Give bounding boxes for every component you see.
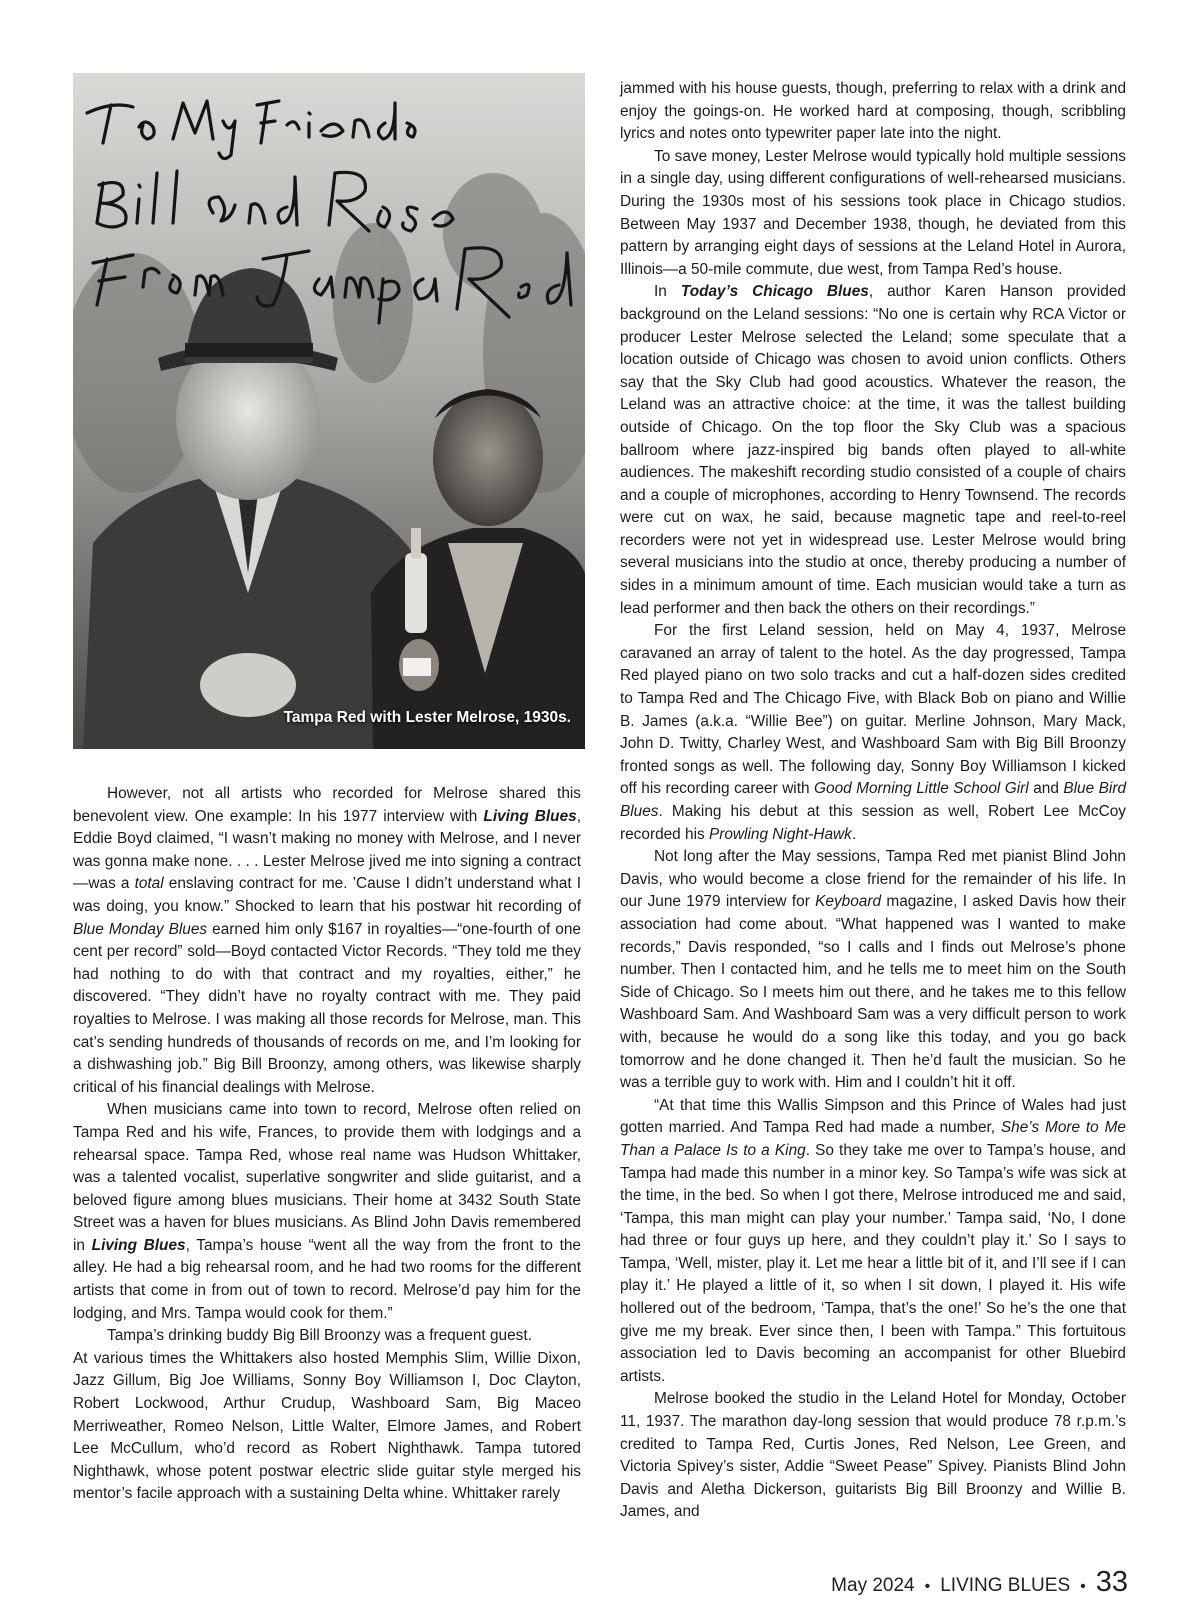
paragraph: “At that time this Wallis Simpson and this Prince of Wales had just gotten married. And Tampa Red had made a number, She’s More to Me Than a Palace Is to a King. So they take me over to Tampa’s house, and Tampa had made this number in a minor key. So Tampa’s wife was sick at the time, in the bed. So when I got there, Melrose introduced me and said, ‘Tampa, this man might can play your number.’ Tampa said, ‘No, I done had three or four guys up here, and they couldn’t play it.’ So I says to Tampa, ‘Well, mister, play it. Let me hear a little bit of it, and I’ll see if I can play it.’ He played a little of it, so when I sit down, I played it. His wife hollered out of the bedroom, ‘Tampa, that’s the one!’ So he’s the one that give me my break. Ever since then, I been with Tampa.” This fortuitous association led to Davis becoming an accompanist for other Bluebird artists. xyxy=(620,1096,1126,1385)
paragraph: For the first Leland session, held on May 4, 1937, Melrose caravaned an array of talent to the hotel. As the day progressed, Tampa Red played piano on two solo tracks and cut a half-dozen sides credited to Tampa Red and The Chicago Five, with Black Bob on piano and Willie B. James (a.k.a. “Willie Bee”) on guitar. Merline Johnson, Mary Mack, John D. Twitty, Charley West, and Washboard Sam with Big Bill Broonzy fronted songs as well. The following day, Sonny Boy Williamson I kicked off his recording career with Good Morning Little School Girl and Blue Bird Blues. Making his debut at this session as well, Robert Lee McCoy recorded his Prowling Night-Hawk. xyxy=(620,622,1127,843)
right-column xyxy=(620,78,1126,1524)
photo-tampa-red-melrose xyxy=(73,73,585,749)
magazine-name: LIVING BLUES xyxy=(940,1575,1071,1596)
page-footer xyxy=(831,1566,1128,1602)
left-column xyxy=(73,783,581,1506)
paragraph: In Today’s Chicago Blues, author Karen Hanson provided background on the Leland sessions: “No one is certain why RCA Victor or producer Lester Melrose selected the Leland; some speculate that a location outside of Chicago was chosen to avoid union conflicts. Others say that the Sky Club had good acoustics. Whatever the reason, the Leland was an attractive choice: at the time, it was the tallest building outside of Chicago. On the top floor the Sky Club was a spacious ballroom where jazz-inspired big bands often played to all-white audiences. The makeshift recording studio consisted of a couple of chairs and a couple of microphones, according to Henry Townsend. The records were cut on wax, he said, because magnetic tape and reel-to-reel recorders were not yet in widespread use. Lester Melrose would bring several musicians into the studio at once, thereby producing a number of sides in a minimum amount of time. Each musician would take a turn as lead performer and then back the others on their recordings.” xyxy=(620,283,1126,617)
separator: • xyxy=(924,1578,931,1595)
issue-date: May 2024 xyxy=(831,1575,915,1596)
paragraph: Not long after the May sessions, Tampa Red met pianist Blind John Davis, who would become a close friend for the remainder of his life. In our June 1979 interview for Keyboard magazine, I asked Davis how their association had come about. “What happened was I wanted to make records,” Davis responded, “so I calls and I finds out Melrose’s phone number. Then I contacted him, and he tells me to meet him on the South Side of Chicago. So I meets him out there, and he takes me to this fellow Washboard Sam. And Washboard Sam was a very difficult person to work with, because he would do a song like this today, and you go back tomorrow and he done changed it. Then he’d fault the musician. So he was a terrible guy to work with. Him and I couldn’t hit it off. xyxy=(620,848,1126,1092)
separator: • xyxy=(1080,1578,1086,1595)
paragraph: However, not all artists who recorded for Melrose shared this benevolent view. One example: In his 1977 interview with Living Blues, Eddie Boyd claimed, “I wasn’t making no money with Melrose, and I never was gonna make none. . . . Lester Melrose jived me into signing a contract—was a total enslaving contract for me. ’Cause I didn’t understand what I was doing, you know.” Shocked to learn that his postwar hit recording of Blue Monday Blues earned him only $167 in royalties—“one-fourth of one cent per record” sold—Boyd contacted Victor Records. “They told me they had nothing to do with that contract and my royalties, either,” he discovered. “They didn’t have no royalty contract with me. They paid royalties to Melrose. I was making all those records for Melrose, man. This cat’s sending hundreds of thousands of records on me, and I’m looking for a dishwashing job.” Big Bill Broonzy, among others, was likewise sharply critical of his financial dealings with Melrose. xyxy=(73,785,581,1096)
paragraph: jammed with his house guests, though, preferring to relax with a drink and enjoy the goings-on. He worked hard at composing, though, scribbling lyrics and notes onto typewriter paper late into the night. xyxy=(620,80,1126,143)
paragraph: At various times the Whittakers also hosted Memphis Slim, Willie Dixon, Jazz Gillum, Big Joe Williams, Sonny Boy Williamson I, Doc Clayton, Robert Lockwood, Arthur Crudup, Washboard Sam, Big Maceo Merriweather, Romeo Nelson, Little Walter, Elmore James, and Robert Lee McCullum, who’d record as Robert Nighthawk. Tampa tutored Nighthawk, whose potent postwar electric slide guitar style merged his mentor’s facile approach with a sustaining Delta whine. Whittaker rarely xyxy=(73,1349,581,1503)
photo-illustration xyxy=(73,73,585,749)
paragraph: When musicians came into town to record, Melrose often relied on Tampa Red and his wife, Frances, to provide them with lodgings and a rehearsal space. Tampa Red, whose real name was Hudson Whittaker, was a talented vocalist, superlative songwriter and slide guitarist, and a beloved figure among blues musicians. Their home at 3432 South State Street was a haven for blues musicians. As Blind John Davis remembered in Living Blues, Tampa’s house “went all the way from the front to the alley. He had a big rehearsal room, and he had two rooms for the different artists that come in from out of town to record. Melrose’d pay him for the lodging, and Mrs. Tampa would cook for them.” xyxy=(73,1101,581,1322)
paragraph: To save money, Lester Melrose would typically hold multiple sessions in a single day, using different configurations of well-rehearsed musicians. During the 1930s most of his sessions took place in Chicago studios. Between May 1937 and December 1938, though, he deviated from this pattern by arranging eight days of sessions at the Leland Hotel in Aurora, Illinois—a 50-mile commute, due west, from Tampa Red’s house. xyxy=(620,147,1126,278)
page-number: 33 xyxy=(1095,1566,1128,1598)
photo-caption: Tampa Red with Lester Melrose, 1930s. xyxy=(283,709,571,726)
paragraph: Tampa’s drinking buddy Big Bill Broonzy was a frequent guest. xyxy=(107,1327,532,1345)
paragraph: Melrose booked the studio in the Leland Hotel for Monday, October 11, 1937. The marathon day-long session that would produce 78 r.p.m.’s credited to Tampa Red, Curtis Jones, Red Nelson, Lee Green, and Victoria Spivey’s sister, Addie “Sweet Pease” Spivey. Pianists Blind John Davis and Aletha Dickerson, guitarists Big Bill Broonzy and Willie B. James, and xyxy=(620,1390,1126,1521)
